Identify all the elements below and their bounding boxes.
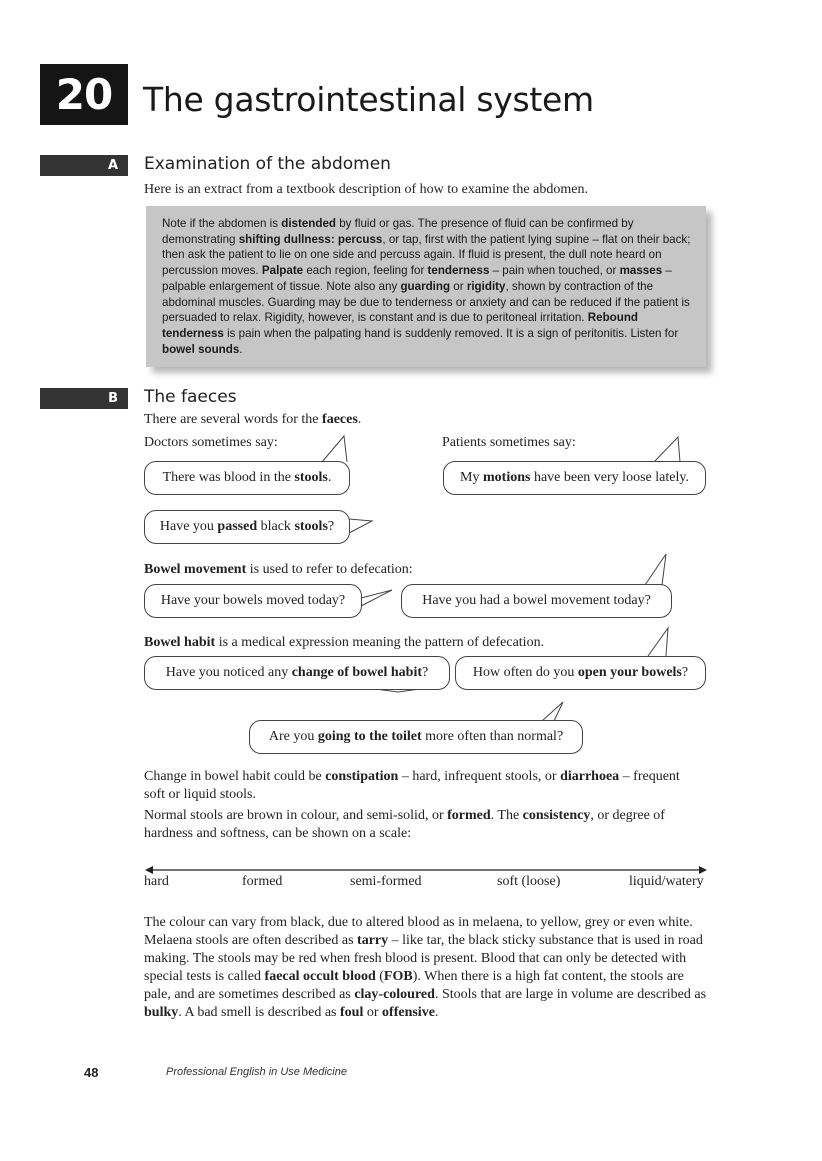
bubble-bowel-movement: Have you had a bowel movement today?	[401, 584, 672, 618]
section-b-title: The faeces	[144, 387, 237, 407]
scale-label-liquid: liquid/watery	[629, 874, 704, 889]
unit-title: The gastrointestinal system	[143, 80, 594, 119]
bold-term: shifting dullness: percuss	[238, 232, 383, 246]
bold-term: distended	[281, 217, 336, 230]
bold-term: open your bowels	[577, 665, 682, 680]
bold-term: foul	[340, 1005, 364, 1020]
tail-moved	[361, 590, 392, 606]
bold-term: passed	[217, 519, 258, 534]
section-a-label: A	[40, 155, 128, 176]
bowel-habit-text: Bowel habit is a medical expression meaning the pattern of defecation.	[144, 635, 545, 650]
bold-term: masses	[619, 264, 663, 278]
bold-term: Bowel habit	[144, 635, 216, 650]
bold-term: rigidity	[466, 279, 506, 293]
bubble-passed-black-stools: Have you passed black stools?	[144, 510, 350, 544]
stool-colour-text: The colour can vary from black, due to altered blood as in melaena, to yellow, grey or even white. Melaena stools are often described as tarry – like tar, the black sticky substance that is used in road making. The stools may be red when fresh blood is present. Blood that can only be detected with special tests is called faecal occult blood (FOB). When there is a high fat content, the stools are pale, and are sometimes described as clay-coloured. Stools that are large in volume are described as bulky. A bad smell is described as foul or offensive.	[144, 915, 707, 1020]
bold-term: bowel sounds	[162, 342, 240, 356]
section-a-intro: Here is an extract from a textbook description of how to examine the abdomen.	[144, 182, 588, 197]
bold-term: bulky	[144, 1005, 179, 1020]
bold-term: guarding	[400, 279, 451, 293]
bold-term: constipation	[325, 769, 399, 784]
bubble-blood-in-stools: There was blood in the stools.	[144, 461, 350, 495]
section-b-label: B	[40, 388, 128, 409]
doctors-say-label: Doctors sometimes say:	[144, 435, 278, 450]
scale-label-soft: soft (loose)	[497, 874, 561, 889]
bold-term: offensive	[382, 1005, 435, 1020]
change-in-bowel-habit-text: Change in bowel habit could be constipation – hard, infrequent stools, or diarrhoea – frequent soft or liquid stools.	[144, 769, 680, 802]
tail-motions	[654, 437, 680, 462]
bold-term: formed	[447, 808, 491, 823]
bold-term: Bowel movement	[144, 562, 247, 577]
bubble-motions-loose: My motions have been very loose lately.	[443, 461, 706, 495]
book-title-footer: Professional English in Use Medicine	[166, 1066, 347, 1078]
section-a-title: Examination of the abdomen	[144, 154, 391, 174]
unit-number: 20	[40, 64, 128, 125]
normal-stools-text: Normal stools are brown in colour, and semi-solid, or formed. The consistency, or degree of hardness and softness, can be shown on a scale:	[144, 808, 665, 841]
bold-term: motions	[483, 470, 531, 485]
bold-term: consistency	[522, 808, 591, 823]
bubble-change-of-bowel-habit: Have you noticed any change of bowel habit?	[144, 656, 450, 690]
bold-term: clay-coloured	[354, 987, 435, 1002]
bold-term: stools	[294, 470, 328, 485]
bold-term: FOB	[383, 969, 413, 984]
bold-term: going to the toilet	[317, 729, 422, 744]
patients-say-label: Patients sometimes say:	[442, 435, 576, 450]
scale-label-formed: formed	[242, 874, 283, 889]
bold-term: diarrhoea	[560, 769, 620, 784]
section-b-intro: There are several words for the faeces.	[144, 412, 362, 427]
bold-term: Palpate	[261, 264, 304, 278]
tail-stools	[322, 436, 347, 462]
bold-term: change of bowel habit	[291, 665, 423, 680]
bowel-movement-text: Bowel movement is used to refer to defecation:	[144, 562, 413, 577]
page-number: 48	[84, 1065, 99, 1080]
bubble-open-your-bowels: How often do you open your bowels?	[455, 656, 706, 690]
tail-passed	[349, 519, 372, 533]
bold-term: tarry	[357, 933, 389, 948]
tail-movement	[645, 554, 666, 585]
bubble-going-to-toilet: Are you going to the toilet more often than normal?	[249, 720, 583, 754]
extract-text: Note if the abdomen is distended by fluid or gas. The presence of fluid can be confirmed by demonstrating shifting dullness: percuss, or tap, first with the patient lying supine – flat on their back; then ask the patient to lie on one side and percuss again. If fluid is present, the dull note heard on percussion moves. Palpate each region, feeling for tenderness – pain when touched, or masses – palpable enlargement of tissue. Note also any guarding or rigidity, shown by contraction of the abdominal muscles. Guarding may be due to tenderness or anxiety and can be reduced if the patient is persuaded to relax. Rigidity, however, is constant and is due to peritoneal irritation. Rebound tenderness is pain when the palpating hand is suddenly removed. It is a sign of peritonitis. Listen for bowel sounds.	[162, 217, 691, 356]
scale-label-hard: hard	[144, 874, 169, 889]
tail-toilet	[542, 702, 563, 721]
bold-term: tenderness	[427, 264, 490, 278]
scale-label-semi-formed: semi-formed	[350, 874, 422, 889]
consistency-scale-arrow	[145, 866, 707, 876]
tail-open	[648, 628, 668, 656]
bold-term: Rebound tenderness	[162, 311, 639, 340]
bold-term: stools	[294, 519, 328, 534]
bold-term: faecal occult blood	[264, 969, 376, 984]
bold-term: faeces	[322, 412, 358, 427]
bubble-bowels-moved: Have your bowels moved today?	[144, 584, 362, 618]
